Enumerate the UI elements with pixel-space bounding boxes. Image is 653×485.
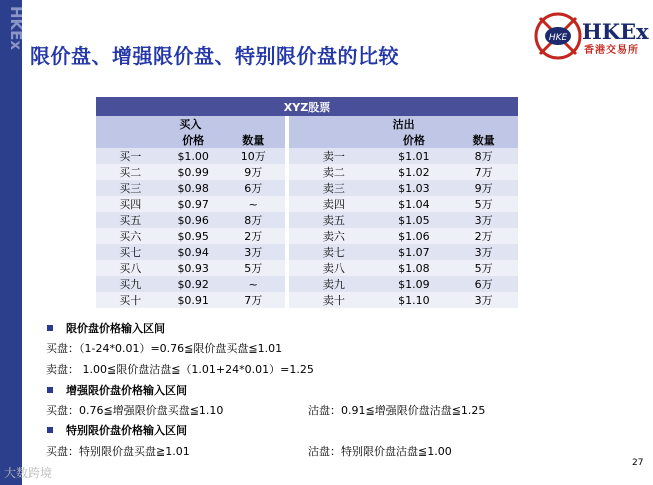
svg-text:HKE: HKE — [548, 33, 568, 43]
sell-qty: 3万 — [449, 212, 518, 228]
buy-level: 买二 — [96, 164, 165, 180]
buy-qty: ~ — [222, 276, 285, 292]
sell-qty: 3万 — [449, 292, 518, 308]
svg-text:HKEx: HKEx — [7, 6, 25, 51]
watermark: 大数跨境 — [4, 466, 53, 480]
bullet-icon — [47, 387, 53, 393]
buy-level: 买一 — [96, 148, 165, 164]
enhanced-buy-text: 买盘：0.76≦增强限价盘买盘≦1.10 — [46, 404, 224, 417]
buy-price: $0.96 — [165, 212, 222, 228]
table-row — [96, 180, 518, 196]
bullet-icon — [47, 325, 53, 331]
sell-level: 卖三 — [289, 180, 378, 196]
table-row — [96, 244, 518, 260]
limit-buy-text: 买盘：（1-24*0.01）=0.76≦限价盘买盘≦1.01 — [46, 342, 283, 355]
page-title: 限价盘、增强限价盘、特别限价盘的比较 — [30, 44, 399, 68]
buy-price: $0.97 — [165, 196, 222, 212]
sell-price: $1.09 — [378, 276, 449, 292]
sell-qty: 8万 — [449, 148, 518, 164]
sell-level: 卖七 — [289, 244, 378, 260]
table-row — [96, 212, 518, 228]
special-buy-text: 买盘：特别限价盘买盘≧1.01 — [46, 445, 190, 458]
buy-price: $0.99 — [165, 164, 222, 180]
special-sell-text: 沽盘：特别限价盘沽盘≦1.00 — [308, 445, 452, 458]
sell-price-header: 价格 — [378, 132, 449, 148]
table-row — [96, 196, 518, 212]
table-row — [96, 276, 518, 292]
page-number: 27 — [632, 458, 644, 468]
sell-price: $1.02 — [378, 164, 449, 180]
buy-level: 买四 — [96, 196, 165, 212]
sell-qty: 5万 — [449, 196, 518, 212]
buy-price: $0.93 — [165, 260, 222, 276]
sell-price: $1.05 — [378, 212, 449, 228]
buy-level: 买六 — [96, 228, 165, 244]
sell-qty: 7万 — [449, 164, 518, 180]
buy-price: $0.92 — [165, 276, 222, 292]
buy-level: 买十 — [96, 292, 165, 308]
sell-price: $1.01 — [378, 148, 449, 164]
sell-level: 卖四 — [289, 196, 378, 212]
enhanced-heading: 增强限价盘价格输入区间 — [66, 384, 187, 397]
sell-qty: 9万 — [449, 180, 518, 196]
table-row — [96, 292, 518, 308]
sell-qty: 6万 — [449, 276, 518, 292]
buy-price-header: 价格 — [165, 132, 222, 148]
table-row — [96, 148, 518, 164]
sell-level: 卖五 — [289, 212, 378, 228]
buy-price: $0.95 — [165, 228, 222, 244]
sell-header: 沽出 — [289, 116, 518, 132]
buy-qty: 6万 — [222, 180, 285, 196]
sell-qty: 2万 — [449, 228, 518, 244]
special-heading: 特别限价盘价格输入区间 — [66, 424, 187, 437]
bullet-icon — [47, 427, 53, 433]
buy-level: 买五 — [96, 212, 165, 228]
sell-price: $1.03 — [378, 180, 449, 196]
limit-sell-text: 卖盘： 1.00≦限价盘沽盘≦（1.01+24*0.01）=1.25 — [46, 363, 314, 376]
sell-level: 卖一 — [289, 148, 378, 164]
buy-level: 买八 — [96, 260, 165, 276]
sell-level: 卖九 — [289, 276, 378, 292]
table-row — [96, 228, 518, 244]
brand-sidebar — [0, 0, 25, 485]
sell-qty-header: 数量 — [449, 132, 518, 148]
sell-price: $1.10 — [378, 292, 449, 308]
buy-level: 买三 — [96, 180, 165, 196]
logo-name: HKEx — [582, 19, 649, 44]
sell-qty: 5万 — [449, 260, 518, 276]
table-row — [96, 260, 518, 276]
buy-qty: 2万 — [222, 228, 285, 244]
buy-qty-header: 数量 — [222, 132, 285, 148]
buy-qty: 3万 — [222, 244, 285, 260]
hkex-vertical-logo — [1, 2, 25, 82]
buy-header: 买入 — [96, 116, 285, 132]
sell-level: 卖十 — [289, 292, 378, 308]
sell-price: $1.06 — [378, 228, 449, 244]
table-title: XYZ股票 — [96, 97, 518, 116]
buy-price: $1.00 — [165, 148, 222, 164]
buy-qty: 10万 — [222, 148, 285, 164]
enhanced-sell-text: 沽盘：0.91≦增强限价盘沽盘≦1.25 — [308, 404, 486, 417]
buy-level: 买九 — [96, 276, 165, 292]
sell-level: 卖二 — [289, 164, 378, 180]
buy-level: 买七 — [96, 244, 165, 260]
table-row — [96, 164, 518, 180]
limit-heading: 限价盘价格输入区间 — [66, 322, 165, 335]
sell-level: 卖六 — [289, 228, 378, 244]
buy-price: $0.91 — [165, 292, 222, 308]
buy-qty: 5万 — [222, 260, 285, 276]
sell-price: $1.07 — [378, 244, 449, 260]
sell-level: 卖八 — [289, 260, 378, 276]
sell-price: $1.08 — [378, 260, 449, 276]
buy-price: $0.94 — [165, 244, 222, 260]
buy-price: $0.98 — [165, 180, 222, 196]
sell-price: $1.04 — [378, 196, 449, 212]
order-book-table — [96, 97, 518, 308]
logo-subtitle: 香港交易所 — [584, 45, 639, 56]
buy-qty: ~ — [222, 196, 285, 212]
buy-qty: 7万 — [222, 292, 285, 308]
buy-qty: 9万 — [222, 164, 285, 180]
buy-qty: 8万 — [222, 212, 285, 228]
sell-qty: 3万 — [449, 244, 518, 260]
